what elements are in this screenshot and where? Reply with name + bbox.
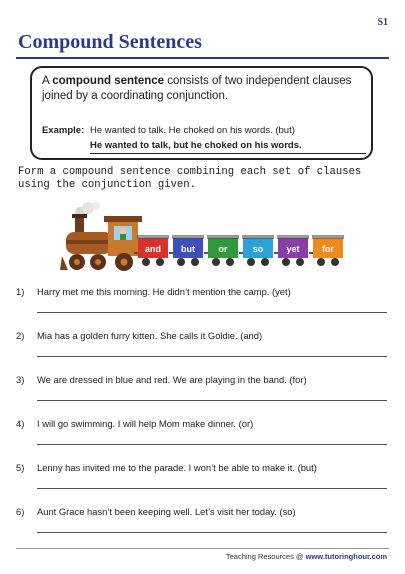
question-text: Aunt Grace hasn’t been keeping well. Let’s visit her today. (so): [37, 506, 296, 517]
wagon-label: and: [144, 244, 162, 254]
answer-line[interactable]: [37, 312, 387, 313]
wagon-label: so: [252, 244, 264, 254]
answer-line[interactable]: [37, 488, 387, 489]
definition-text: [42, 74, 362, 104]
question-number: 6): [16, 506, 25, 517]
footer-site: www.tutoringhour.com: [305, 552, 387, 561]
wagon-group: [134, 235, 344, 266]
definition-box: [30, 66, 373, 160]
definition-rest: consists of two independent clauses joined by a coordinating conjunction.: [42, 75, 352, 102]
wagon-label: yet: [286, 244, 300, 254]
footer: [226, 552, 387, 561]
wagon-but: [169, 235, 204, 266]
question-text: Harry met me this morning. He didn’t mention the camp. (yet): [37, 286, 291, 297]
wagon-yet: [274, 235, 309, 266]
instruction-text: Form a compound sentence combining each set of clauses using the conjunction given.: [18, 166, 362, 191]
question-number: 2): [16, 330, 25, 341]
question-number: 3): [16, 374, 25, 385]
answer-line[interactable]: [37, 356, 387, 357]
question-text: Mia has a golden furry kitten. She calls it Goldie. (and): [37, 330, 263, 341]
wagon-label: for: [322, 244, 334, 254]
question-text: I will go swimming. I will help Mom make dinner. (or): [37, 418, 254, 429]
example-answer: He wanted to talk, but he choked on his words.: [90, 140, 366, 154]
footer-rule: [16, 548, 389, 549]
train-illustration: [60, 200, 350, 280]
example-label: Example:: [42, 125, 85, 136]
title-rule: [16, 57, 389, 59]
locomotive-icon: [60, 202, 142, 271]
question-number: 5): [16, 462, 25, 473]
question-number: 1): [16, 286, 25, 297]
question-text: Lenny has invited me to the parade. I won’t be able to make it. (but): [37, 462, 317, 473]
wagon-label: but: [181, 244, 195, 254]
question-number: 4): [16, 418, 25, 429]
wagon-and: [134, 235, 169, 266]
wagon-label: or: [218, 244, 228, 254]
wagon-or: [204, 235, 239, 266]
wagon-for: [309, 235, 344, 266]
answer-line[interactable]: [37, 532, 387, 533]
worksheet-code: S1: [377, 17, 388, 28]
example-text: He wanted to talk. He choked on his words. (but): [90, 125, 295, 136]
definition-term: compound sentence: [52, 75, 165, 87]
answer-line[interactable]: [37, 400, 387, 401]
page-title: Compound Sentences: [18, 31, 202, 53]
question-text: We are dressed in blue and red. We are playing in the band. (for): [37, 374, 307, 385]
footer-prefix: Teaching Resources @: [225, 552, 306, 561]
definition-prefix: A: [42, 75, 53, 87]
answer-line[interactable]: [37, 444, 387, 445]
wagon-so: [239, 235, 274, 266]
